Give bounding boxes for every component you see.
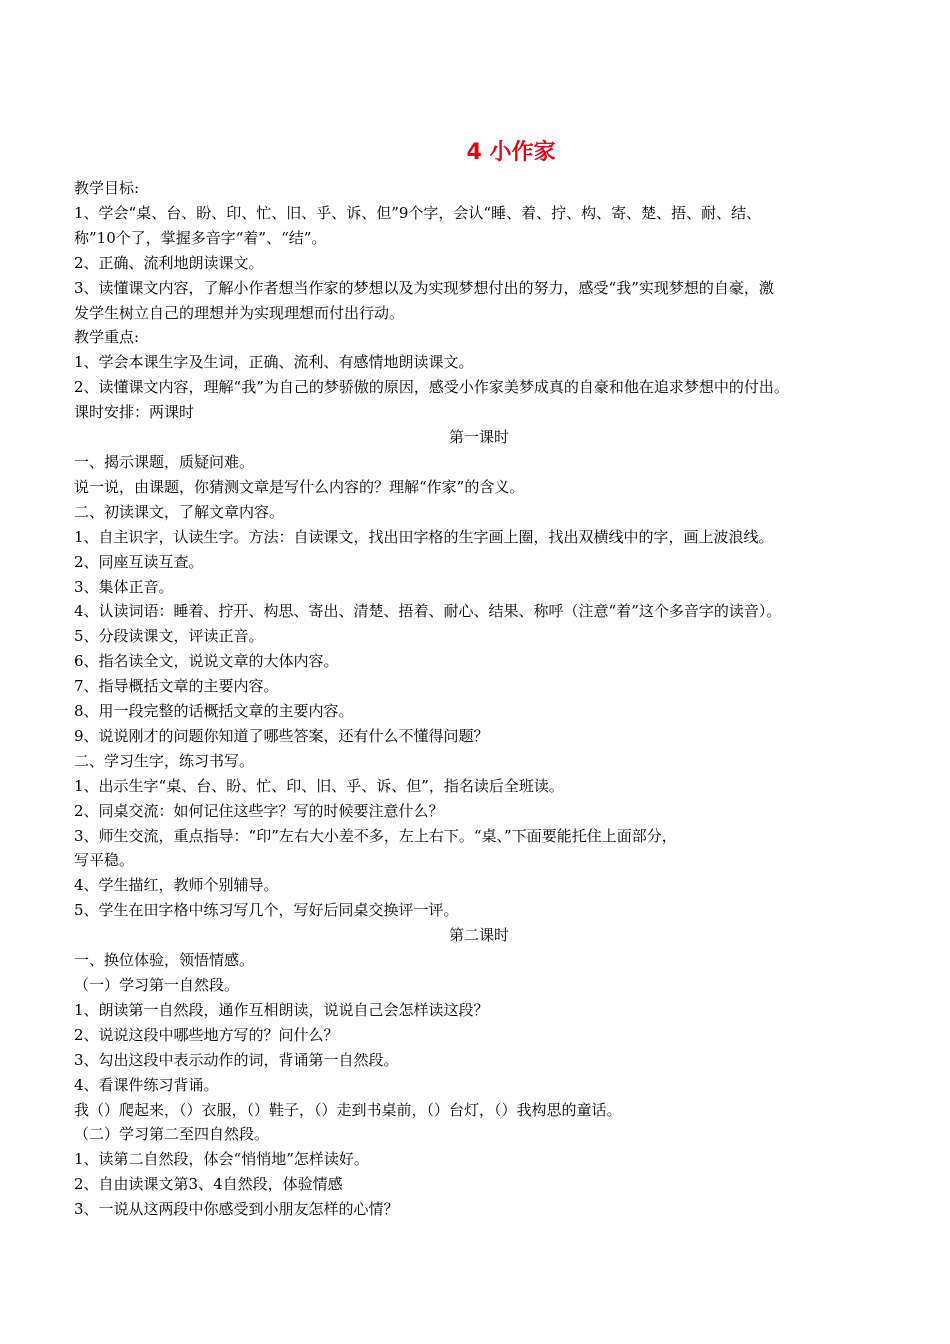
document-title: 4 小作家 xyxy=(466,140,556,165)
text-line: 我（）爬起来，（）衣服，（）鞋子，（）走到书桌前，（）台灯，（）我构思的童话。 xyxy=(74,1100,622,1119)
text-line: 2、自由读课文第3、4自然段，体验情感 xyxy=(74,1175,343,1194)
text-line: （一）学习第一自然段。 xyxy=(74,976,240,994)
text-line: 6、指名读全文，说说文章的大体内容。 xyxy=(74,652,339,671)
text-line: 4、看课件练习背诵。 xyxy=(74,1075,219,1094)
text-line: 3、集体正音。 xyxy=(74,577,174,596)
text-line: 发学生树立自己的理想并为实现理想而付出行动。 xyxy=(74,303,405,322)
text-line: 说一说，由课题，你猜测文章是写什么内容的？理解“作家”的含义。 xyxy=(74,477,525,496)
text-line: 教学目标: xyxy=(74,179,140,197)
text-line: 8、用一段完整的话概括文章的主要内容。 xyxy=(74,702,354,721)
text-line: 1、学会“桌、台、盼、印、忙、旧、乎、诉、但”9个字，会认“睡、着、拧、构、寄、楚、捂、耐、结、 xyxy=(74,203,762,222)
text-line: 3、读懂课文内容，了解小作者想当作家的梦想以及为实现梦想付出的努力，感受“我”实现梦想的自豪，激 xyxy=(74,278,774,297)
text-line: 9、说说刚才的问题你知道了哪些答案，还有什么不懂得问题？ xyxy=(74,726,489,745)
text-line: 1、学会本课生字及生词，正确、流利、有感情地朗读课文。 xyxy=(74,353,474,372)
text-line: 课时安排：两课时 xyxy=(74,403,195,422)
text-line: 1、自主识字，认读生字。方法：自读课文，找出田字格的生字画上圈，找出双横线中的字，画上波浪线。 xyxy=(74,527,774,546)
text-line: 3、勾出这段中表示动作的词，背诵第一自然段。 xyxy=(74,1050,399,1069)
text-line: 3、师生交流，重点指导：“印”左右大小差不多，左上右下。“桌、”下面要能托住上面部分， xyxy=(74,826,677,845)
section-heading: 第二课时 xyxy=(448,926,509,945)
text-line: 1、读第二自然段，体会“悄悄地”怎样读好。 xyxy=(74,1150,369,1169)
text-line: 2、同桌交流：如何记住这些字？写的时候要注意什么？ xyxy=(74,801,444,820)
text-line: 7、指导概括文章的主要内容。 xyxy=(74,677,279,696)
text-line: 1、出示生字“桌、台、盼、忙、印、旧、乎、诉、但”，指名读后全班读。 xyxy=(74,776,564,795)
text-line: 2、读懂课文内容，理解“我”为自己的梦骄傲的原因，感受小作家美梦成真的自豪和他在追求梦想中的付出。 xyxy=(74,378,789,397)
text-line: （二）学习第二至四自然段。 xyxy=(74,1125,270,1144)
text-line: 二、初读课文，了解文章内容。 xyxy=(74,502,285,521)
section-heading: 第一课时 xyxy=(448,428,509,447)
text-line: 称”10个了，掌握多音字“着”、“结”。 xyxy=(74,228,327,247)
text-line: 5、学生在田字格中练习写几个，写好后同桌交换评一评。 xyxy=(74,901,459,920)
text-line: 一、换位体验，领悟情感。 xyxy=(74,951,255,970)
text-line: 2、同座互读互查。 xyxy=(74,552,204,571)
text-line: 4、认读词语：睡着、拧开、构思、寄出、清楚、捂着、耐心、结果、称呼（注意“着”这个多音字的读音）。 xyxy=(74,602,782,621)
text-line: 4、学生描红，教师个别辅导。 xyxy=(74,876,279,895)
text-line: 3、一说从这两段中你感受到小朋友怎样的心情？ xyxy=(74,1200,399,1219)
document-body xyxy=(74,176,884,1222)
text-line: 教学重点: xyxy=(74,328,140,347)
text-line: 二、学习生字，练习书写。 xyxy=(74,751,255,770)
text-line: 1、朗读第一自然段，通作互相朗读，说说自己会怎样读这段？ xyxy=(74,1000,489,1019)
text-line: 写平稳。 xyxy=(74,851,135,870)
text-line: 2、正确、流利地朗读课文。 xyxy=(74,253,264,272)
text-line: 一、揭示课题，质疑问难。 xyxy=(74,452,255,471)
text-line: 5、分段读课文，评读正音。 xyxy=(74,627,264,646)
text-line: 2、说说这段中哪些地方写的？问什么？ xyxy=(74,1025,339,1044)
